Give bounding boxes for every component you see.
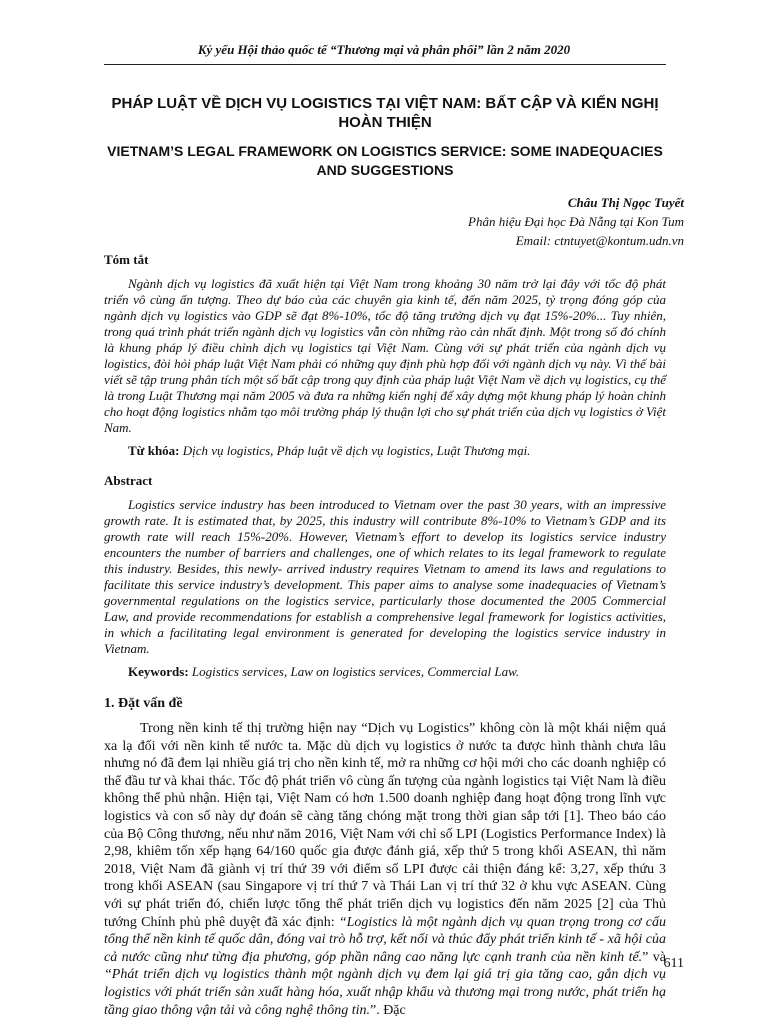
quote-logistics-development: “Phát triển dịch vụ logistics thành một ngành dịch vụ đem lại giá trị gia tăng cao, gắn dịch vụ logistics với phát triển sản xuất hàng hóa, xuất nhập khẩu và thương mại trong nước, phát triển hạ tầng giao thông vận tải và công nghệ thông tin. <box>104 967 666 1018</box>
keywords-list-vietnamese: Dịch vụ logistics, Pháp luật về dịch vụ logistics, Luật Thương mại. <box>182 443 531 458</box>
header-rule <box>104 64 666 65</box>
author-name: Châu Thị Ngọc Tuyết <box>567 195 684 210</box>
abstract-english <box>104 473 666 680</box>
summary-heading: Tóm tắt <box>104 252 149 267</box>
section-gap <box>104 459 666 473</box>
section-heading: 1. Đặt vấn đề <box>104 696 183 711</box>
abstract-text: Logistics service industry has been introduced to Vietnam over the past 30 years, with an impressive growth rate. It is estimated that, by 2025, this industry will contribute 8%-10% to Vietnam’s GDP and its growth rate will reach 15%-20%. However, Vietnam’s effort to develop its logistics service industry encounters the number of barriers and challenges, one of which relates to its legal framework to regulate this industry. Besides, this newly- arrived industry requires Vietnam to amend its laws and regulations to facilitate this service industry’s development. This paper aims to analyse some inadequacies of Vietnam’s governmental regulations on the logistics service, particularly those documented the 2005 Commercial Law, and provide recommendations for establish a comprehensive legal framework for logistics activities, in which a facilitating legal environment is generated for developing the logistics service industry in Vietnam. <box>104 497 666 656</box>
author-affiliation: Phân hiệu Đại học Đà Nẵng tại Kon Tum <box>468 214 684 229</box>
quote-logistics-role: “Logistics là một ngành dịch vụ quan trọng trong cơ cấu tổng thể nền kinh tế quốc dân, đóng vai trò hỗ trợ, kết nối và thúc đẩy phát triển kinh tế - xã hội của cả nước cũng như từng địa phương, góp phần nâng cao năng lực cạnh tranh của nền kinh tế. <box>104 914 666 965</box>
title-vietnamese: PHÁP LUẬT VỀ DỊCH VỤ LOGISTICS TẠI VIỆT NAM: BẤT CẬP VÀ KIẾN NGHỊ HOÀN THIỆN <box>111 95 659 131</box>
summary-text: Ngành dịch vụ logistics đã xuất hiện tại Việt Nam trong khoảng 30 năm trở lại đây với tốc độ phát triển vô cùng ấn tượng. Theo dự báo của các chuyên gia kinh tế, đến năm 2025, tỷ trọng đóng góp của ngành dịch vụ logistics vào GDP sẽ đạt 8%-10%, tốc độ tăng trưởng dịch vụ đạt 15%-20%... Tuy nhiên, trong quá trình phát triển ngành dịch vụ logistics vẫn còn những rào cản nhất định. Một trong số đó chính là khung pháp lý điều chỉnh dịch vụ logistics tại Việt Nam. Cùng với sự phát triển của ngành dịch vụ logistics, đòi hỏi pháp luật Việt Nam phải có những quy định phù hợp đối với ngành dịch vụ này. Vì thế bài viết sẽ tập trung phân tích một số bất cập trong quy định của pháp luật Việt Nam về dịch vụ logistics, cụ thể là trong Luật Thương mại năm 2005 và đưa ra những kiến nghị để xây dựng một khung pháp lý hoàn chỉnh cho hoạt động logistics nhằm tạo môi trường pháp lý thuận lợi cho sự phát triển của dịch vụ logistics ở Việt Nam. <box>104 276 666 435</box>
title-english: VIETNAM’S LEGAL FRAMEWORK ON LOGISTICS SERVICE: SOME INADEQUACIES AND SUGGESTIONS <box>107 143 663 178</box>
title-block <box>104 94 666 180</box>
keywords-list-english: Logistics services, Law on logistics services, Commercial Law. <box>191 664 520 679</box>
running-header: Kỷ yếu Hội thảo quốc tế “Thương mại và phân phối” lần 2 năm 2020 <box>197 42 571 57</box>
paragraph-text: Trong nền kinh tế thị trường hiện nay “Dịch vụ Logistics” không còn là một khái niệm quá xa lạ đối với nền kinh tế nước ta. Mặc dù dịch vụ logistics ở nước ta được hình thành chưa lâu nhưng nó đã đem lại nhiều giá trị cho nền kinh tế, mở ra những cơ hội mới cho các doanh nghiệp có thể đầu tư và khai thác. Tốc độ phát triển vô cùng ấn tượng của ngành logistics tại Việt Nam là điều không thể phủ nhận. Hiện tại, Việt Nam có hơn 1.500 doanh nghiệp đang hoạt động trong lĩnh vực logistics và con số này dự đoán sẽ càng tăng chóng mặt trong thời gian sắp tới [1]. Theo báo cáo của Bộ Công thương, nếu như năm 2016, Việt Nam với chỉ số LPI (Logistics Performance Index) là 2,98, khiêm tốn xếp hạng 64/160 quốc gia được đánh giá, xếp thứ 5 trong khối ASEAN, thì năm 2018, Việt Nam đã giành vị trí thứ 39 với điểm số LPI được cải thiện đáng kể: 3,27, xếp thứu 3 trong khối ASEAN (sau Singapore vị trí thứ 7 và Thái Lan vị trí thứ 32 ở khu vực ASEAN. Cùng với sự phát triển đó, chiến lược tổng thể phát triển dịch vụ logistics đến năm 2025 [2] của Thủ tướng Chính phủ phê duyệt đã xác định: <box>104 721 666 930</box>
section-paragraph <box>104 720 666 1019</box>
author-block <box>468 193 684 250</box>
keywords-english <box>104 664 666 680</box>
abstract-heading: Abstract <box>104 473 153 488</box>
quote-connector: ” và <box>642 949 666 965</box>
page-number: 611 <box>663 956 684 971</box>
author-email: Email: ctntuyet@kontum.udn.vn <box>515 233 684 248</box>
summary-vietnamese <box>104 252 666 459</box>
paragraph-tail: ”. Đặc <box>369 1002 406 1018</box>
keywords-vietnamese <box>104 443 666 459</box>
main-content <box>104 252 666 1019</box>
keywords-label-vietnamese: Từ khóa: <box>128 443 180 458</box>
keywords-label-english: Keywords: <box>128 664 189 679</box>
